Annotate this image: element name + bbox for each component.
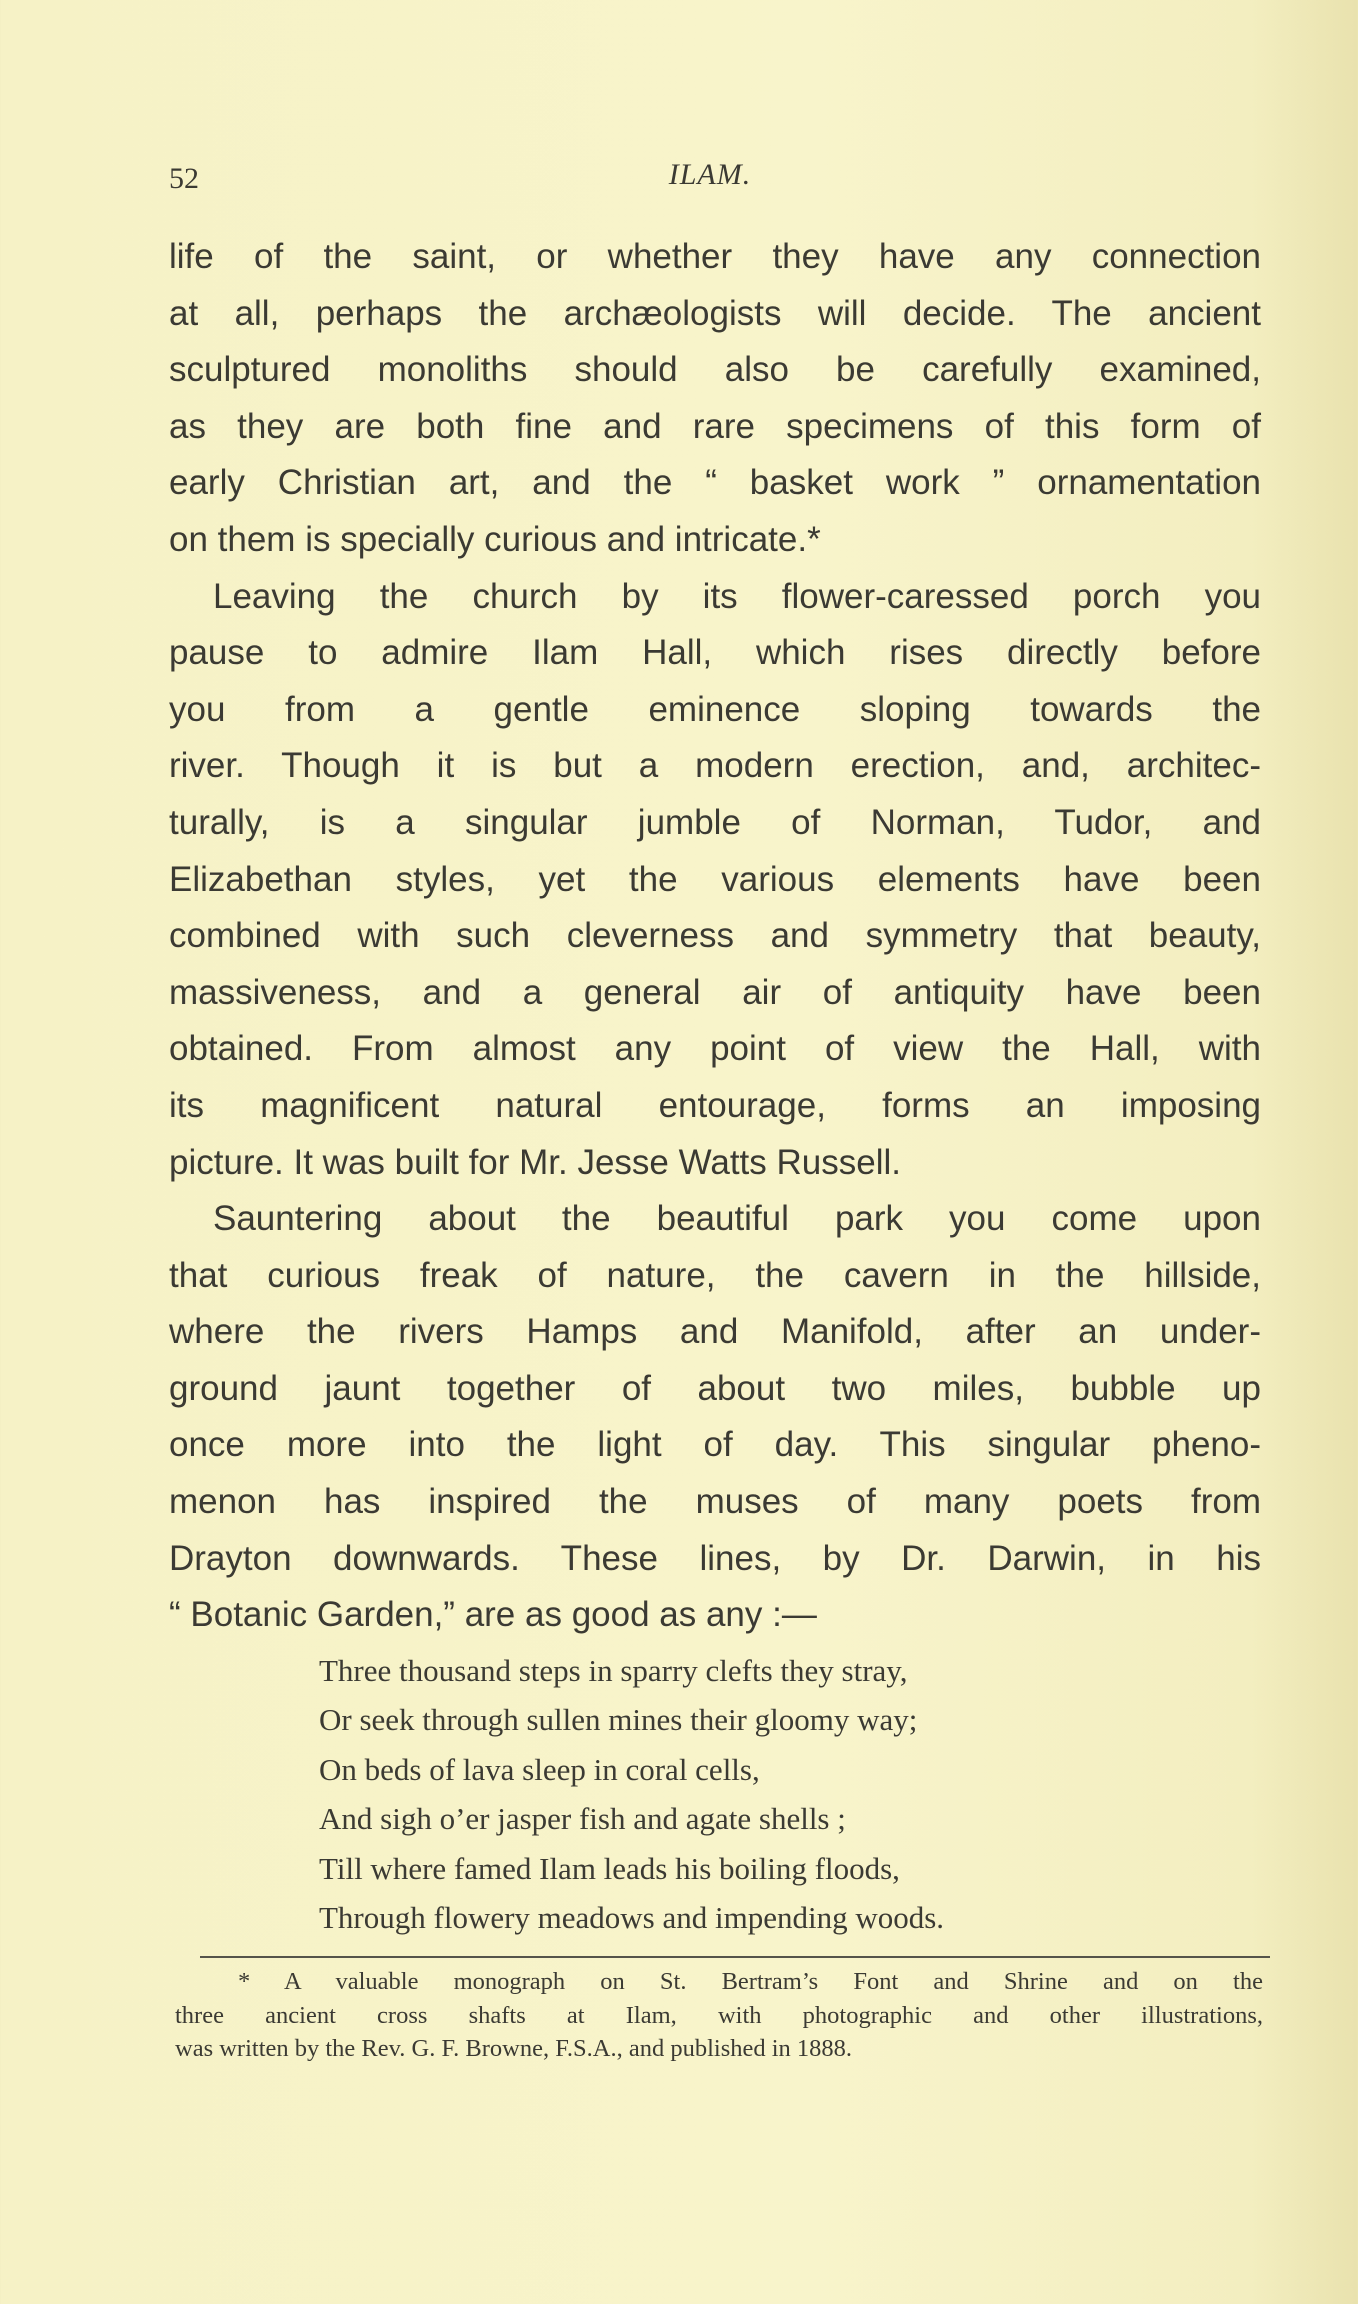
footnote-rule — [200, 1956, 1270, 1958]
paragraph-line: obtained. From almost any point of view the Hall, with — [169, 1029, 1261, 1069]
paragraph-line: as they are both fine and rare specimens of this form of — [169, 406, 1261, 446]
poem-line: Till where famed Ilam leads his boiling floods, — [319, 1850, 900, 1886]
paragraph-line: pause to admire Ilam Hall, which rises directly before — [169, 633, 1261, 673]
paragraph-line: massiveness, and a general air of antiquity have been — [169, 972, 1261, 1012]
paragraph-line: turally, is a singular jumble of Norman, Tudor, and — [169, 802, 1261, 842]
poem-line: Three thousand steps in sparry clefts they stray, — [319, 1653, 908, 1688]
paragraph-line: Sauntering about the beautiful park you come upon — [213, 1199, 1261, 1239]
footnote-line: was written by the Rev. G. F. Browne, F.S.A., and published in 1888. — [175, 2035, 853, 2063]
poem-line: Or seek through sullen mines their gloomy way; — [319, 1702, 918, 1738]
paragraph-line: its magnificent natural entourage, forms an imposing — [169, 1085, 1261, 1125]
poem-line: On beds of lava sleep in coral cells, — [319, 1751, 760, 1787]
paragraph-line: picture. It was built for Mr. Jesse Watts Russell. — [169, 1142, 901, 1182]
paragraph-line: combined with such cleverness and symmetry that beauty, — [169, 916, 1261, 956]
paragraph-line: ground jaunt together of about two miles, bubble up — [169, 1368, 1261, 1408]
poem-quotation — [319, 1646, 944, 1942]
paragraph-line: on them is specially curious and intricate.* — [169, 519, 821, 559]
paragraph-line: life of the saint, or whether they have any connection — [169, 237, 1261, 276]
footnote — [175, 1965, 1263, 2066]
body-text — [169, 229, 1261, 1644]
paragraph-line: menon has inspired the muses of many poets from — [169, 1482, 1261, 1522]
paragraph-line: Elizabethan styles, yet the various elements have been — [169, 859, 1261, 899]
poem-line: Through flowery meadows and impending woods. — [319, 1899, 945, 1935]
page-number: 52 — [169, 162, 199, 195]
paragraph-line: Drayton downwards. These lines, by Dr. Darwin, in his — [169, 1538, 1261, 1578]
footnote-line: three ancient cross shafts at Ilam, with photographic and other illustrations, — [175, 2001, 1263, 2029]
paragraph-line: you from a gentle eminence sloping towards the — [169, 689, 1261, 729]
paragraph-line: at all, perhaps the archæologists will decide. The ancient — [169, 293, 1261, 333]
poem-line: And sigh o’er jasper fish and agate shells ; — [319, 1801, 846, 1837]
paragraph-line: river. Though it is but a modern erection, and, architec- — [169, 746, 1261, 786]
paragraph-line: Leaving the church by its flower-caressed porch you — [213, 576, 1261, 616]
paragraph-line: that curious freak of nature, the cavern in the hillside, — [169, 1255, 1261, 1295]
footnote-line: * A valuable monograph on St. Bertram’s Font and Shrine and on the — [238, 1968, 1263, 1995]
paragraph-line: where the rivers Hamps and Manifold, after an under- — [169, 1312, 1261, 1352]
paragraph-line: “ Botanic Garden,” are as good as any :— — [169, 1595, 817, 1635]
running-title: ILAM. — [668, 158, 752, 191]
paragraph-line: sculptured monoliths should also be carefully examined, — [169, 350, 1261, 390]
paragraph-line: early Christian art, and the “ basket work ” ornamentation — [169, 463, 1261, 503]
paragraph-line: once more into the light of day. This singular pheno- — [169, 1425, 1261, 1465]
